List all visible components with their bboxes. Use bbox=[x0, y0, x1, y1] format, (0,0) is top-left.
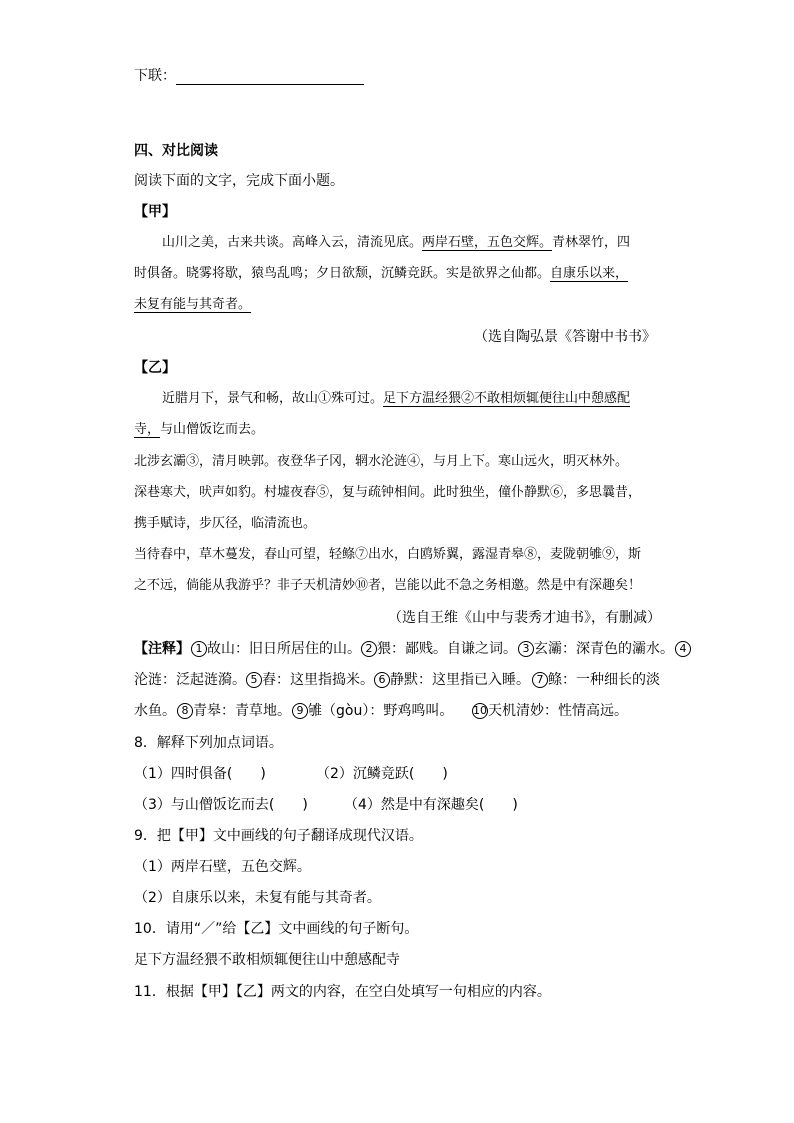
question-10-text: 足下方温经猥不敢相烦辄便往山中憩感配寺 bbox=[134, 952, 400, 968]
passage-jia-source: （选自陶弘景《答谢中书书》 bbox=[474, 329, 656, 345]
question-8-item-3: （3）与山僧饭讫而去( ) bbox=[134, 797, 308, 813]
question-8-item-1: （1）四时俱备( ) bbox=[134, 766, 266, 782]
question-10-stem: 10．请用“／”给【乙】文中画线的句子断句。 bbox=[134, 921, 419, 937]
passage-jia-line-2 bbox=[134, 264, 628, 284]
note-7-cont: 水鱼。 bbox=[134, 703, 176, 719]
notes-line-1 bbox=[134, 639, 190, 659]
notes-heading: 【注释】 bbox=[134, 641, 190, 657]
answer-line-label: 下联： bbox=[134, 68, 176, 84]
question-8-item-2: （2）沉鳞竞跃( ) bbox=[316, 766, 448, 782]
note-5: 舂：这里指捣米。 bbox=[262, 672, 374, 688]
question-8-item-4: （4）然是中有深趣矣( ) bbox=[344, 797, 518, 813]
note-8: 青皋：青草地。 bbox=[193, 703, 291, 719]
passage-jia-label: 【甲】 bbox=[134, 204, 176, 220]
note-10: 天机清妙：性情高远。 bbox=[488, 703, 628, 719]
passage-yi-line-1 bbox=[162, 389, 630, 409]
jia-text: 山川之美，古来共谈。高峰入云，清流见底。 bbox=[162, 235, 423, 250]
question-9-stem: 9．把【甲】文中画线的句子翻译成现代汉语。 bbox=[134, 828, 423, 844]
jia-text: 青林翠竹，四 bbox=[552, 235, 631, 250]
yi-text: 与山僧饭讫而去。 bbox=[160, 422, 265, 437]
passage-yi-source: （选自王维《山中与裴秀才迪书》，有删减） bbox=[388, 610, 661, 626]
answer-blank-line bbox=[176, 84, 364, 85]
note-mark-6: 6 bbox=[373, 671, 391, 689]
note-mark-3: 3 bbox=[517, 640, 535, 658]
question-9-item-1: （1）两岸石壁，五色交辉。 bbox=[134, 859, 311, 875]
note-mark-4: 4 bbox=[674, 640, 692, 658]
note-6: 静默：这里指已入睡。 bbox=[390, 672, 530, 688]
jia-underlined-sentence-1: 两岸石壁，五色交辉。 bbox=[422, 235, 553, 250]
jia-underlined-sentence-2b: 未复有能与其奇者。 bbox=[134, 297, 252, 312]
question-8-stem: 8．解释下列加点词语。 bbox=[134, 735, 283, 751]
section-title: 四、对比阅读 bbox=[134, 143, 218, 159]
yi-text: 近腊月下，景气和畅，故山①殊可过。 bbox=[162, 391, 384, 406]
note-mark-2: 2 bbox=[360, 640, 378, 658]
passage-yi-line-3: 北涉玄灞③，清月映郭。夜登华子冈，辋水沦涟④，与月上下。寒山远火，明灭林外。 bbox=[134, 454, 629, 469]
note-mark-7: 7 bbox=[531, 671, 549, 689]
note-7: 鲦：一种细长的淡 bbox=[548, 672, 660, 688]
yi-underlined-sentence: 足下方温经猥②不敢相烦辄便往山中憩感配 bbox=[383, 391, 631, 406]
note-mark-8: 8 bbox=[176, 702, 194, 720]
passage-yi-line-4: 深巷寒犬，吠声如豹。村墟夜舂⑤，复与疏钟相间。此时独坐，僮仆静默⑥，多思曩昔， bbox=[134, 485, 642, 500]
section-intro: 阅读下面的文字，完成下面小题。 bbox=[134, 173, 344, 189]
note-2: 猥：鄙贱。自谦之词。 bbox=[377, 641, 517, 657]
passage-yi-line-5: 携手赋诗，步仄径，临清流也。 bbox=[134, 516, 317, 531]
passage-jia-line-1 bbox=[162, 233, 630, 253]
note-mark-10: 10 bbox=[471, 702, 489, 720]
passage-jia-line-3 bbox=[134, 295, 251, 315]
question-11-stem: 11．根据【甲】【乙】两文的内容，在空白处填写一句相应的内容。 bbox=[134, 984, 551, 1000]
note-3: 玄灞：深青色的灞水。 bbox=[534, 641, 674, 657]
passage-yi-line-7: 之不远，倘能从我游乎？非子天机清妙⑩者，岂能以此不急之务相邀。然是中有深趣矣！ bbox=[134, 578, 642, 593]
note-1: 故山：旧日所居住的山。 bbox=[207, 641, 361, 657]
passage-yi-line-2 bbox=[134, 420, 264, 440]
note-9: 雊（gòu）：野鸡鸣叫。 bbox=[308, 703, 454, 719]
jia-text: 时俱备。晓雾将歇，猿鸟乱鸣；夕日欲颓，沉鳞竞跃。实是欲界之仙都。 bbox=[134, 266, 551, 281]
passage-yi-label: 【乙】 bbox=[134, 360, 176, 376]
question-9-item-2: （2）自康乐以来，未复有能与其奇者。 bbox=[134, 890, 381, 906]
jia-underlined-sentence-2a: 自康乐以来， bbox=[550, 266, 629, 281]
note-4: 沦涟：泛起涟漪。 bbox=[134, 672, 246, 688]
note-mark-5: 5 bbox=[245, 671, 263, 689]
note-mark-9: 9 bbox=[291, 702, 309, 720]
yi-underlined-sentence-end: 寺， bbox=[134, 422, 161, 437]
passage-yi-line-6: 当待春中，草木蔓发，春山可望，轻鲦⑦出水，白鸥矫翼，露湿青皋⑧，麦陇朝雊⑨，斯 bbox=[134, 547, 642, 562]
note-mark-1: 1 bbox=[190, 640, 208, 658]
